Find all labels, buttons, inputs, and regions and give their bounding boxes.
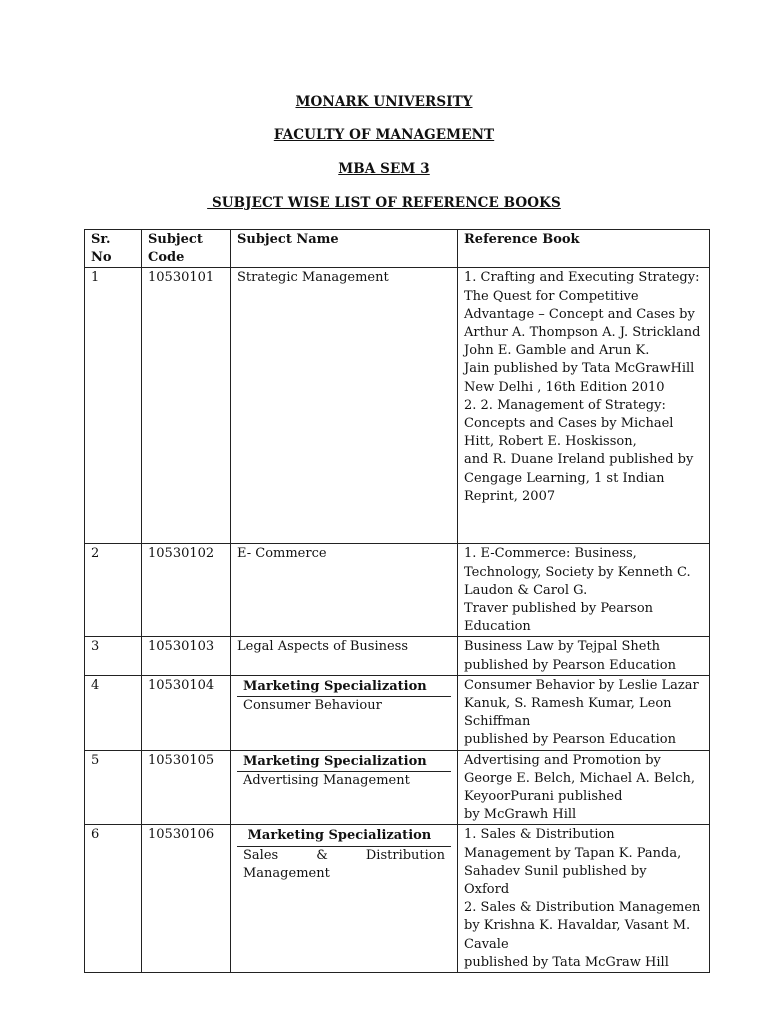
specialization-label: Marketing Specialization (237, 826, 451, 846)
reference-books-table (84, 229, 710, 973)
subject-code-cell: 10530105 (142, 750, 231, 825)
table-row (85, 750, 710, 825)
reference-text: 1. E-Commerce: Business, Technology, Society by Kenneth C. Laudon & Carol G. (464, 546, 691, 598)
subject-code-cell: 10530103 (142, 637, 231, 675)
subject-code-cell: 10530101 (142, 268, 231, 544)
subject-name-cell: Legal Aspects of Business (231, 637, 458, 675)
column-header-sr-no: Sr. No (85, 230, 142, 268)
list-title: SUBJECT WISE LIST OF REFERENCE BOOKS (207, 195, 561, 211)
subject-name-text: Consumer Behaviour (243, 698, 382, 714)
reference-text: and R. Duane Ireland published by Cengage Learning, 1 st Indian Reprint, 2007 (464, 452, 694, 504)
reference-text: 1. Crafting and Executing Strategy: The Quest for Competitive Advantage – Concept and Cases by Arthur A. Thompson A. J. Strickland John E. Gamble and Arun K. (464, 270, 701, 359)
sr-no-cell: 6 (85, 825, 142, 973)
subject-name-cell: Strategic Management (231, 268, 458, 544)
specialization-label: Marketing Specialization (237, 677, 451, 697)
reference-book-cell (458, 750, 710, 825)
table-row (85, 825, 710, 973)
table-row (85, 675, 710, 750)
sr-no-cell: 5 (85, 750, 142, 825)
reference-book-cell (458, 268, 710, 544)
reference-book-cell (458, 637, 710, 675)
reference-text: Business Law by Tejpal Sheth published by Pearson Education (464, 639, 676, 673)
subject-name-cell (231, 750, 458, 825)
column-header-subject-code: Subject Code (142, 230, 231, 268)
subject-code-cell: 10530104 (142, 675, 231, 750)
sr-no-cell: 3 (85, 637, 142, 675)
reference-book-cell (458, 825, 710, 973)
sr-no-cell: 1 (85, 268, 142, 544)
reference-text: Traver published by Pearson Education (464, 601, 654, 635)
subject-code-cell: 10530106 (142, 825, 231, 973)
reference-text: by McGrawh Hill (464, 807, 577, 823)
column-header-reference-book: Reference Book (458, 230, 710, 268)
reference-text: published by Tata McGraw Hill (464, 954, 669, 970)
reference-book-cell (458, 544, 710, 637)
reference-text: 2. Sales & Distribution Managemen by Krishna K. Havaldar, Vasant M. Cavale (464, 900, 701, 952)
reference-text: 1. Sales & Distribution Management by Tapan K. Panda, Sahadev Sunil published by (464, 827, 682, 879)
reference-book-cell (458, 675, 710, 750)
university-title: MONARK UNIVERSITY (295, 94, 473, 110)
table-header-row (85, 230, 710, 268)
table-row (85, 637, 710, 675)
table-row (85, 544, 710, 637)
specialization-label: Marketing Specialization (237, 752, 451, 772)
reference-text: Jain published by Tata McGrawHill New Delhi , 16th Edition 2010 (464, 361, 695, 395)
subject-name-cell (231, 825, 458, 973)
subject-name-cell (231, 675, 458, 750)
table-row (85, 268, 710, 544)
reference-text: Oxford (464, 882, 510, 898)
reference-text: Consumer Behavior by Leslie Lazar Kanuk, S. Ramesh Kumar, Leon Schiffman (464, 677, 699, 730)
subject-name-text: Advertising Management (243, 772, 410, 788)
faculty-title: FACULTY OF MANAGEMENT (273, 127, 495, 143)
sr-no-cell: 4 (85, 675, 142, 750)
column-header-subject-name: Subject Name (231, 230, 458, 268)
reference-text: published by Pearson Education (464, 732, 676, 748)
subject-name-cell: E- Commerce (231, 544, 458, 637)
sr-no-cell: 2 (85, 544, 142, 637)
program-title: MBA SEM 3 (338, 161, 430, 177)
reference-text: Advertising and Promotion by George E. Belch, Michael A. Belch, KeyoorPurani published (464, 752, 696, 805)
reference-text: 2. 2. Management of Strategy: Concepts and Cases by Michael Hitt, Robert E. Hoskisson, (464, 397, 674, 450)
subject-name-text: Sales & Distribution Management (243, 847, 445, 881)
subject-code-cell: 10530102 (142, 544, 231, 637)
